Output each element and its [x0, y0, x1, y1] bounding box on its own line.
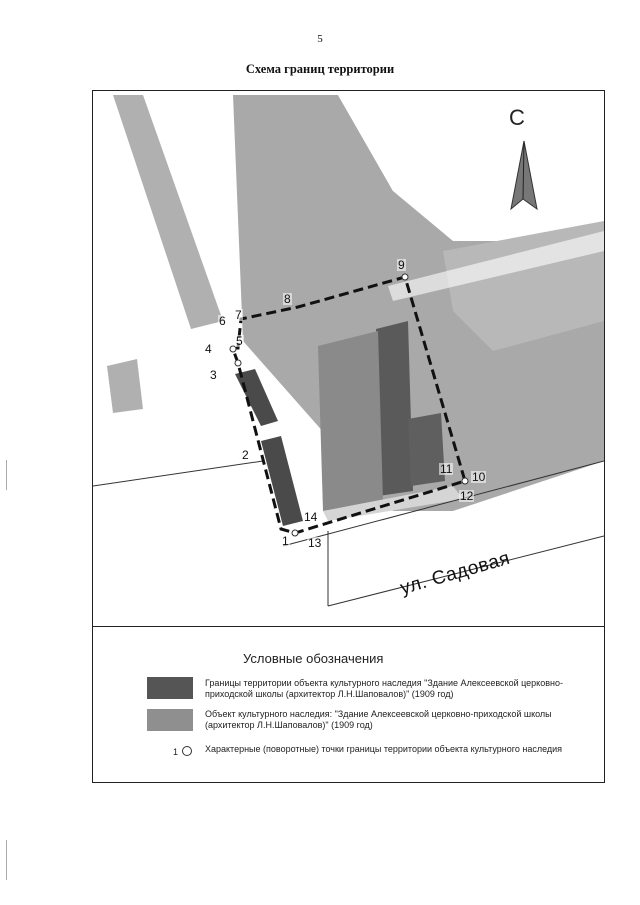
- point-label: 6: [219, 314, 226, 328]
- mid-gray-building: [318, 331, 383, 511]
- document-title: Схема границ территории: [245, 62, 395, 76]
- legend-text-object: Объект культурного наследия: "Здание Алексеевской церковно-приходской школы (архитектор Л.Н.Шаповалов)" (1909 год): [205, 709, 552, 730]
- point-label: 9: [398, 258, 405, 272]
- point-label: 1: [282, 534, 289, 548]
- point-label: 11: [440, 462, 453, 476]
- gray-block-left: [107, 359, 143, 413]
- point-label: 13: [308, 536, 322, 550]
- point-label: 12: [460, 489, 474, 503]
- page-number: 5: [317, 33, 323, 45]
- point-marker: [235, 360, 241, 366]
- map-area: [93, 91, 604, 626]
- dark-building-left-low: [261, 436, 303, 526]
- point-marker: [402, 274, 408, 280]
- margin-mark: [6, 840, 7, 880]
- map-frame: [92, 90, 605, 783]
- margin-mark: [6, 460, 7, 490]
- point-label: 3: [210, 368, 217, 382]
- point-label: 5: [236, 334, 243, 348]
- street-label: ул. Садовая: [398, 547, 513, 600]
- point-label: 2: [242, 448, 249, 462]
- legend-point-number: 1: [173, 747, 179, 757]
- legend-text-points: Характерные (поворотные) точки границы территории объекта культурного наследия: [205, 744, 563, 754]
- legend-divider: [93, 626, 604, 627]
- map-drawing: [93, 91, 604, 626]
- point-label: 7: [235, 308, 242, 322]
- point-circle-icon: [182, 746, 192, 756]
- point-label: 8: [284, 292, 291, 306]
- north-letter: С: [509, 105, 525, 130]
- point-marker: [462, 478, 468, 484]
- left-strip: [113, 95, 223, 329]
- point-label: 14: [304, 510, 318, 524]
- point-label: 10: [472, 470, 486, 484]
- legend-text-boundary: Границы территории объекта культурного наследия "Здание Алексеевской церковно-приходской школы (архитектор Л.Н.Шаповалов)" (1909 год): [205, 678, 563, 699]
- point-marker: [292, 530, 298, 536]
- point-label: 4: [205, 342, 212, 356]
- legend-title: Условные обозначения: [243, 651, 384, 666]
- legend-swatch-object: [147, 709, 193, 731]
- legend-swatch-boundary: [147, 677, 193, 699]
